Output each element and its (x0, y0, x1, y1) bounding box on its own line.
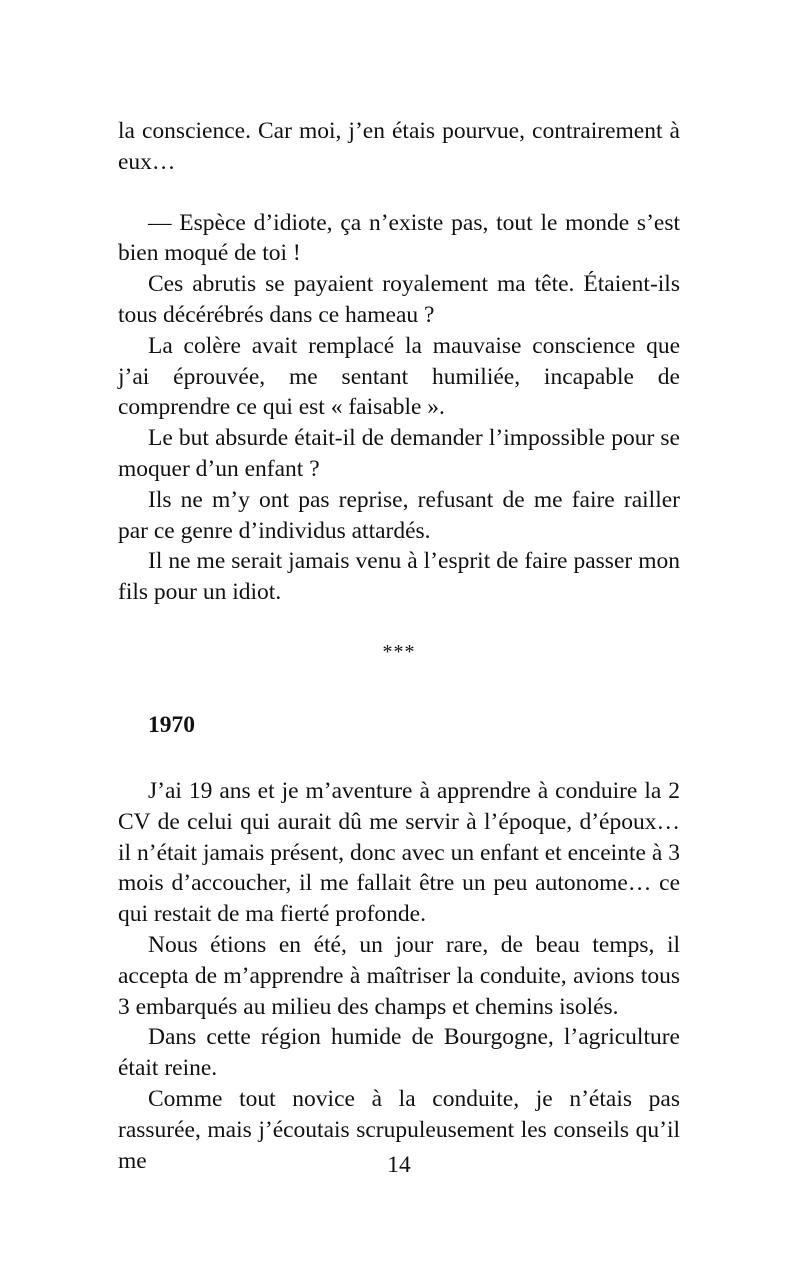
section-title: 1970 (148, 711, 195, 738)
paragraph: J’ai 19 ans et je m’aventure à apprendre à conduire la 2 CV de celui qui aurait dû me servir à l’époque, d’époux… il n’était jamais présent, donc avec un enfant et enceinte à 3 mois d’accoucher, il me fallait être un peu autonome… ce qui restait de ma fierté profonde. (118, 777, 680, 928)
paragraph: Il ne me serait jamais venu à l’esprit de faire passer mon fils pour un idiot. (118, 548, 680, 606)
section-separator: *** (382, 640, 416, 663)
paragraph: La colère avait remplacé la mauvaise conscience que j’ai éprouvée, me sentant humiliée, incapable de comprendre ce qui est « faisable ». (118, 332, 680, 421)
section-body (118, 776, 680, 1176)
paragraph: Ces abrutis se payaient royalement ma tête. Étaient-ils tous décérébrés dans ce hameau ? (118, 271, 680, 328)
paragraph-continuation: la conscience. Car moi, j’en étais pourvue, contrairement à eux… (118, 118, 680, 175)
paragraph: Comme tout novice à la conduite, je n’étais pas rassurée, mais j’écoutais scrupuleusement les conseils qu’il me (118, 1085, 680, 1174)
paragraph: Le but absurde était-il de demander l’impossible pour se moquer d’un enfant ? (118, 425, 680, 482)
paragraph-dialogue: — Espèce d’idiote, ça n’existe pas, tout le monde s’est bien moqué de toi ! (118, 209, 680, 267)
paragraph: Nous étions en été, un jour rare, de beau temps, il accepta de m’apprendre à maîtriser la conduite, avions tous 3 embarqués au milieu des champs et chemins isolés. (118, 931, 680, 1020)
paragraph: Ils ne m’y ont pas reprise, refusant de me faire railler par ce genre d’individus attardés. (118, 486, 680, 544)
page-number: 14 (387, 1152, 411, 1178)
book-page (118, 116, 680, 1176)
paragraph: Dans cette région humide de Bourgogne, l’agriculture était reine. (118, 1024, 680, 1082)
